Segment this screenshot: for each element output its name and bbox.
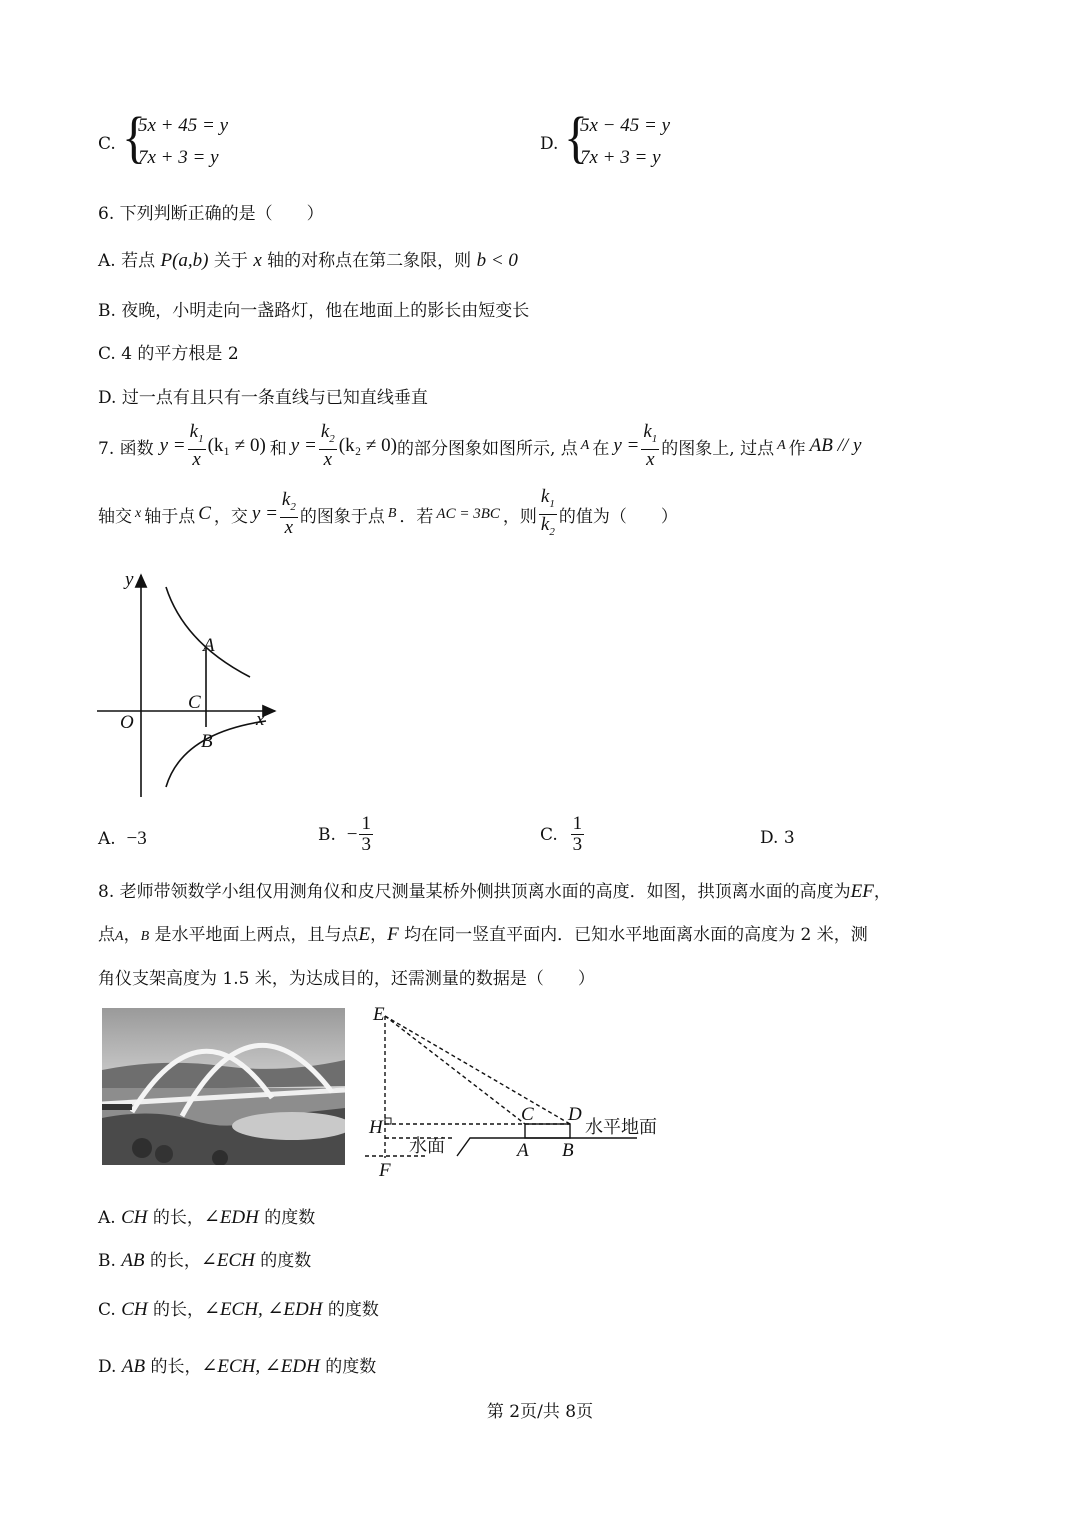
q6-option-b: B. 夜晚，小明走向一盏路灯，他在地面上的影长由短变长	[98, 301, 530, 321]
q5-option-c-brace: {	[122, 104, 146, 170]
curve-k2	[166, 721, 266, 787]
ground-line	[457, 1138, 637, 1156]
label-y: y	[125, 569, 134, 590]
q5-option-c-label: C.	[98, 134, 116, 154]
right-angle-mark	[385, 1118, 391, 1124]
q7-option-c: C. $\frac{1}{3}$	[540, 813, 583, 855]
q5-option-c-eq2: 7x + 3 = y	[138, 147, 219, 168]
q5-option-d-label: D.	[540, 134, 559, 154]
q8-option-a: A. CH 的长，∠EDH 的度数	[98, 1207, 316, 1228]
instrument-stands	[525, 1124, 570, 1138]
curve-k1	[166, 587, 250, 677]
q8-line2: 点A，B 是水平地面上两点，且与点E，F 均在同一竖直平面内．已知水平地面离水面的高度为 2 米，测	[98, 924, 868, 945]
label-e: E	[373, 1004, 385, 1025]
label-o: O	[120, 712, 134, 733]
label-x: x	[256, 709, 265, 730]
label-b: B	[562, 1140, 574, 1161]
q8-option-d: D. AB 的长，∠ECH, ∠EDH 的度数	[98, 1356, 377, 1377]
label-ground: 水平地面	[585, 1117, 657, 1138]
q8-line3: 角仪支架高度为 1.5 米，为达成目的，还需测量的数据是（ ）	[98, 969, 595, 989]
q6-option-d: D. 过一点有且只有一条直线与已知直线垂直	[98, 388, 428, 408]
q5-option-d-eq1: 5x − 45 = y	[580, 115, 671, 136]
bridge-photo	[102, 1008, 345, 1165]
label-c: C	[521, 1104, 534, 1125]
q5-option-d-brace: {	[564, 104, 588, 170]
label-b: B	[201, 731, 213, 752]
q5-option-c-eq1: 5x + 45 = y	[138, 115, 229, 136]
q8-diagram	[365, 1000, 675, 1180]
q8-option-b: B. AB 的长，∠ECH 的度数	[98, 1250, 312, 1271]
page-footer: 第 2页/共 8页	[486, 1402, 594, 1422]
q6-option-a: A. 若点 P(a,b) 关于 x 轴的对称点在第二象限，则 b < 0	[98, 250, 518, 271]
q5-option-d-eq2: 7x + 3 = y	[580, 147, 661, 168]
label-f: F	[379, 1160, 391, 1180]
label-a: A	[203, 635, 215, 656]
label-water: 水面	[409, 1136, 445, 1157]
q6-option-c: C. 4 的平方根是 2	[98, 344, 239, 364]
q8-option-c: C. CH 的长，∠ECH, ∠EDH 的度数	[98, 1299, 379, 1320]
q6-stem: 6. 下列判断正确的是（ ）	[98, 204, 324, 224]
q7-graph	[90, 565, 290, 805]
q7-option-d: D. 3	[760, 828, 795, 848]
q7-line1: 7. 函数 y = $\frac{k_1}{x}$ (k₁ ≠ 0) 和 y = $\frac{k_2}{x}$ (k₂ ≠ 0) 的部分图象如图所示, 点 A 在 y = $\frac{k_1}{x}$ 的图象上, 过点 A 作 AB // y	[98, 421, 862, 470]
label-c: C	[188, 692, 201, 713]
q7-option-b: B. − $\frac{1}{3}$	[318, 813, 371, 855]
label-h: H	[369, 1117, 383, 1138]
line-ed	[385, 1016, 570, 1124]
line-ec	[385, 1016, 525, 1124]
label-a: A	[517, 1140, 529, 1161]
q7-option-a: A. −3	[98, 828, 147, 849]
label-d: D	[568, 1104, 582, 1125]
q8-line1: 8. 老师带领数学小组仅用测角仪和皮尺测量某桥外侧拱顶离水面的高度．如图，拱顶离水面的高度为EF，	[98, 881, 891, 902]
q7-line2: 轴交 x 轴于点 C ，交 y = $\frac{k_2}{x}$ 的图象于点 B ．若 AC = 3BC ，则 $\frac{k_1}{k_2}$ 的值为（ ）	[98, 485, 678, 538]
